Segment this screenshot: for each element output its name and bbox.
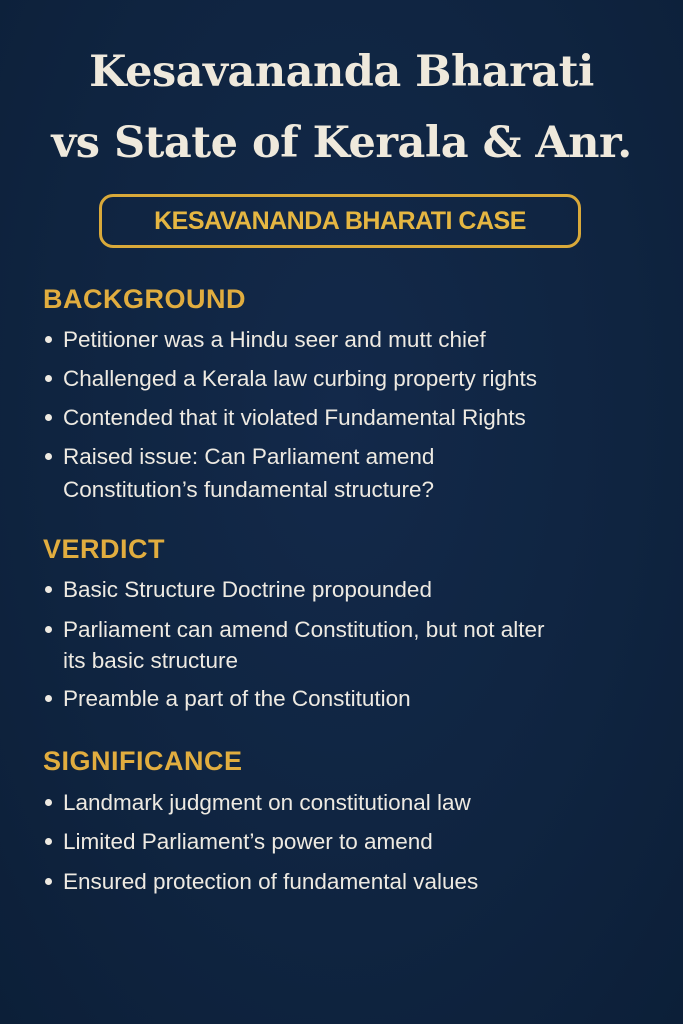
case-badge-label: KESAVANANDA BHARATI CASE [154, 206, 526, 235]
background-bullet: Petitioner was a Hindu seer and mutt chief [63, 324, 486, 355]
background-bullet: Raised issue: Can Parliament amend [63, 441, 434, 472]
title-line-2: vs State of Kerala & Anr. [51, 118, 632, 168]
background-bullet: Contended that it violated Fundamental Rights [63, 402, 526, 433]
significance-bullet: Limited Parliament’s power to amend [63, 826, 433, 857]
section-heading-verdict: VERDICT [43, 534, 166, 564]
background-bullet-continuation: Constitution’s fundamental structure? [63, 477, 435, 502]
significance-bullet: Landmark judgment on constitutional law [63, 787, 471, 818]
verdict-bullet: Parliament can amend Constitution, but not alter [63, 614, 545, 645]
verdict-bullet: Basic Structure Doctrine propounded [63, 574, 432, 605]
verdict-bullet-continuation: its basic structure [63, 648, 239, 673]
background-bullet: Challenged a Kerala law curbing property rights [63, 363, 537, 394]
title-line-1: Kesavananda Bharati [89, 47, 594, 97]
section-heading-significance: SIGNIFICANCE [43, 746, 243, 776]
significance-bullet: Ensured protection of fundamental values [63, 866, 478, 897]
verdict-bullet: Preamble a part of the Constitution [63, 683, 411, 714]
case-badge [99, 194, 581, 248]
section-heading-background: BACKGROUND [43, 284, 246, 314]
